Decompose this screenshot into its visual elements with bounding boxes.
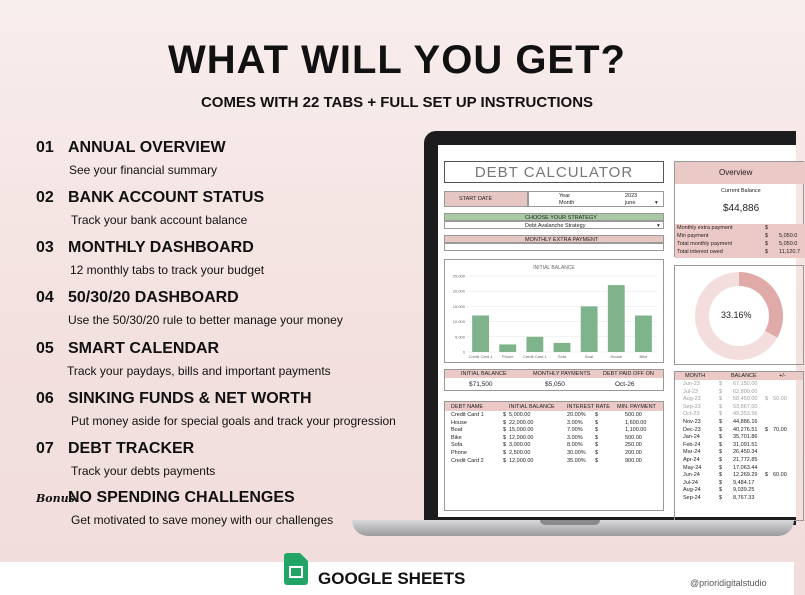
table-cell: 17,063.44 (733, 464, 758, 471)
bonus-desc: Get motivated to save money with our challenges (71, 513, 334, 527)
table-cell: Sep-23 (683, 403, 701, 410)
table-cell: Credit Card 1 (451, 412, 484, 418)
overview-row-value: 11,120.7 (779, 249, 801, 255)
table-cell: 31,091.51 (733, 441, 758, 448)
table-cell: 67,150.00 (733, 381, 758, 387)
bar (526, 337, 543, 352)
table-cell: 49,353.56 (733, 411, 758, 418)
summary-bar (444, 369, 664, 391)
table-cell: Oct-23 (683, 411, 700, 418)
feature-desc: Use the 50/30/20 rule to better manage your money (68, 313, 343, 327)
table-cell: $ (595, 427, 599, 434)
bar-chart-svg (445, 260, 663, 362)
overview-row-value: 5,050.0 (779, 241, 798, 247)
table-cell: $ (503, 412, 507, 418)
table-cell: $ (719, 441, 723, 448)
feature-title: 50/30/20 DASHBOARD (68, 289, 239, 306)
table-cell: $ (719, 495, 723, 501)
table-cell: 40,276.51 (733, 426, 758, 433)
studio-handle: @prioridigitalstudio (690, 578, 767, 588)
x-tick-label: Sofa (557, 354, 567, 359)
feature-title: SINKING FUNDS & NET WORTH (68, 390, 312, 407)
table-cell: 53,867.00 (733, 403, 758, 410)
table-cell: 200.00 (625, 450, 642, 456)
feature-title: MONTHLY DASHBOARD (68, 239, 254, 256)
table-cell: 250.00 (625, 442, 642, 449)
bar (608, 285, 625, 352)
table-cell: 2,500.00 (509, 450, 531, 456)
spreadsheet-screen (438, 145, 801, 517)
feature-item (36, 139, 226, 177)
feature-number: 01 (36, 139, 54, 156)
table-cell: 62,800.00 (733, 388, 758, 395)
table-cell: Jun-24 (683, 472, 700, 479)
table-cell: Phone (451, 450, 467, 456)
table-cell: Sofa (451, 442, 463, 449)
table-cell: 8.00% (567, 442, 583, 449)
table-cell: $ (595, 450, 599, 456)
bar (581, 306, 598, 352)
bar (635, 316, 652, 352)
table-cell: 7.00% (567, 427, 583, 434)
table-cell: House (451, 419, 467, 426)
table-cell: $ (719, 472, 723, 479)
debt-table-header: INTEREST RATE (567, 403, 610, 410)
x-tick-label: Credit Card 1 (522, 354, 547, 359)
strategy-select[interactable] (444, 221, 664, 229)
start-date-label: START DATE (459, 196, 493, 202)
feature-desc: Track your debts payments (71, 464, 216, 478)
table-cell: $ (719, 449, 723, 456)
table-cell: $ (719, 388, 723, 395)
chevron-down-icon: ▾ (657, 222, 660, 229)
table-cell: $ (719, 411, 723, 418)
overview-row-currency: $ (765, 225, 769, 231)
y-tick-label: 25,000 (452, 273, 465, 279)
table-cell: $ (719, 487, 723, 494)
table-row (675, 442, 803, 449)
table-row (675, 472, 803, 479)
month-table-header: MONTH (685, 373, 706, 379)
extra-payment-input[interactable] (444, 243, 664, 251)
donut-percent-label: 33.16% (721, 310, 752, 320)
table-row (675, 419, 803, 426)
table-cell: 12,000.00 (509, 457, 534, 464)
feature-title: SMART CALENDAR (68, 340, 220, 357)
table-row (445, 420, 663, 427)
bonus-tag: Bonus (36, 492, 75, 505)
table-cell: $ (595, 434, 599, 441)
feature-item (36, 390, 396, 428)
table-cell: 70.00 (773, 426, 787, 433)
overview-row-label: Total monthly payment (677, 241, 733, 247)
table-cell: Aug-24 (683, 487, 701, 494)
year-label: Year (559, 193, 571, 199)
start-date-picker[interactable] (528, 191, 664, 207)
page-title: WHAT WILL YOU GET? (168, 38, 626, 82)
table-cell: Jun-23 (683, 381, 700, 387)
feature-number: 06 (36, 390, 54, 407)
feature-item (36, 340, 331, 378)
chart-title: INITIAL BALANCE (533, 265, 575, 271)
summary-value: $71,500 (469, 381, 493, 388)
table-row (675, 396, 803, 403)
x-tick-label: Bike (639, 354, 648, 359)
table-cell: $ (503, 427, 507, 434)
table-row (675, 457, 803, 464)
table-cell: Mar-24 (683, 449, 701, 456)
overview-panel (674, 161, 804, 257)
table-cell: 1,100.00 (625, 427, 647, 434)
table-cell: $ (503, 450, 507, 456)
table-cell: $ (765, 396, 769, 403)
table-cell: 35,701.86 (733, 434, 758, 441)
feature-number: 05 (36, 340, 54, 357)
summary-header: DEBT PAID OFF ON (603, 371, 654, 377)
overview-row-currency: $ (765, 233, 769, 239)
table-cell: Dec-23 (683, 426, 701, 433)
feature-number: 04 (36, 289, 54, 306)
table-cell: $ (719, 426, 723, 433)
feature-item (36, 189, 264, 227)
table-cell: 22,000.00 (509, 419, 534, 426)
overview-row-label: Total interest owed (677, 249, 723, 255)
feature-item (36, 289, 343, 327)
table-cell: 60.00 (773, 472, 787, 479)
table-row (675, 411, 803, 418)
table-cell: Sep-24 (683, 495, 701, 501)
strategy-label: CHOOSE YOUR STRATEGY (525, 214, 597, 221)
feature-number: 03 (36, 239, 54, 256)
extra-payment-header (444, 235, 664, 243)
overview-row-value: 5,050.0 (779, 233, 798, 239)
table-cell: 12,000.00 (509, 434, 534, 441)
summary-value: $5,050 (545, 381, 565, 388)
table-cell: $ (595, 442, 599, 449)
month-table-header: BALANCE (731, 373, 757, 379)
table-cell: $ (595, 457, 599, 464)
table-row (675, 480, 803, 487)
table-cell: 44,886.16 (733, 419, 758, 425)
x-tick-label: Credit Card 1 (468, 354, 493, 359)
table-row (445, 450, 663, 457)
table-cell: $ (503, 434, 507, 441)
y-tick-label: 20,000 (452, 288, 465, 294)
feature-item (36, 440, 215, 478)
current-balance-label: Current Balance (721, 188, 761, 194)
page-subtitle: COMES WITH 22 TABS + FULL SET UP INSTRUCTIONS (200, 94, 594, 111)
table-row (445, 442, 663, 449)
x-tick-label: House (610, 354, 623, 359)
table-cell: 3.00% (567, 419, 583, 426)
feature-title: DEBT TRACKER (68, 440, 195, 457)
table-cell: $ (719, 464, 723, 471)
feature-number: 07 (36, 440, 54, 457)
table-cell: $ (503, 442, 507, 449)
table-cell: 3.00% (567, 434, 583, 441)
table-cell: $ (719, 403, 723, 410)
bonus-item (36, 489, 333, 527)
table-cell: $ (503, 457, 507, 464)
bonus-title: NO SPENDING CHALLENGES (68, 489, 295, 506)
table-cell: 500.00 (625, 434, 642, 441)
table-cell: $ (765, 472, 769, 479)
table-cell: Aug-23 (683, 396, 701, 403)
table-cell: Nov-23 (683, 419, 701, 425)
table-cell: Jul-23 (683, 388, 698, 395)
debt-table-header: DEBT NAME (451, 403, 483, 410)
table-cell: 15,000.00 (509, 427, 534, 434)
y-tick-label: 15,000 (452, 303, 465, 309)
table-cell: May-24 (683, 464, 702, 471)
table-cell: $ (719, 434, 723, 441)
summary-header: MONTHLY PAYMENTS (533, 371, 591, 377)
month-label: Month (559, 200, 575, 206)
table-cell: 500.00 (625, 412, 642, 418)
table-cell: 21,772.85 (733, 457, 758, 463)
table-cell: $ (719, 396, 723, 403)
overview-row-currency: $ (765, 249, 769, 255)
feature-number: 02 (36, 189, 54, 206)
table-row (675, 427, 803, 434)
chevron-down-icon: ▾ (655, 200, 658, 206)
table-cell: 5,000.00 (509, 412, 531, 418)
table-row (675, 434, 803, 441)
table-cell: $ (765, 426, 769, 433)
month-table-header: +/- (779, 373, 786, 379)
feature-desc: Track your paydays, bills and important payments (67, 364, 331, 378)
table-cell: 50.00 (773, 396, 787, 403)
table-row (445, 427, 663, 434)
table-cell: 900.00 (625, 457, 642, 464)
debt-table-header: INITIAL BALANCE (509, 403, 555, 410)
table-cell: Jan-24 (683, 434, 700, 441)
summary-header: INITIAL BALANCE (461, 371, 507, 377)
month-value: june (625, 200, 636, 206)
table-cell: 30.00% (567, 450, 586, 456)
current-balance-value: $44,886 (723, 203, 760, 214)
table-cell: $ (719, 381, 723, 387)
table-cell: 9,484.17 (733, 479, 755, 486)
table-cell: Boat (451, 427, 463, 434)
laptop-notch (540, 520, 600, 525)
table-cell: Apr-24 (683, 457, 700, 463)
sheet-title: DEBT CALCULATOR (444, 161, 664, 183)
month-table (674, 371, 804, 521)
table-row (675, 487, 803, 494)
bar (472, 316, 489, 352)
table-cell: 58,450.00 (733, 396, 758, 403)
bar (554, 343, 571, 352)
strategy-header (444, 213, 664, 221)
y-tick-label: 5,000 (454, 334, 465, 340)
table-cell: 26,450.34 (733, 449, 758, 456)
debt-table-header: MIN. PAYMENT (617, 403, 656, 410)
table-row (675, 449, 803, 456)
table-cell: $ (719, 419, 723, 425)
table-row (445, 412, 663, 419)
table-cell: Feb-24 (683, 441, 701, 448)
table-cell: $ (595, 419, 599, 426)
table-cell: 35.00% (567, 457, 586, 464)
table-cell: $ (503, 419, 507, 426)
overview-row-currency: $ (765, 241, 769, 247)
year-value: 2023 (625, 193, 638, 199)
feature-title: ANNUAL OVERVIEW (68, 139, 226, 156)
feature-desc: Track your bank account balance (71, 213, 248, 227)
donut-panel (674, 265, 804, 365)
table-row (445, 458, 663, 465)
table-cell: $ (719, 457, 723, 463)
bar (499, 344, 516, 352)
google-sheets-label: GOOGLE SHEETS (318, 569, 466, 588)
extra-payment-label: MONTHLY EXTRA PAYMENT (525, 236, 599, 243)
feature-desc: Put money aside for special goals and track your progression (71, 414, 396, 428)
table-cell: Credit Card 2 (451, 457, 484, 464)
table-row (675, 404, 803, 411)
table-row (675, 465, 803, 472)
table-cell: 3,000.00 (509, 442, 531, 449)
overview-row-label: Min payment (677, 233, 709, 239)
y-tick-label: 10,000 (452, 319, 465, 325)
start-date-label-cell (444, 191, 528, 207)
laptop-frame (424, 131, 801, 525)
table-cell: 9,039.25 (733, 487, 755, 494)
x-tick-label: Phone (501, 354, 514, 359)
table-cell: 12,269.29 (733, 472, 758, 479)
feature-title: BANK ACCOUNT STATUS (68, 189, 265, 206)
table-row (445, 435, 663, 442)
table-cell: 1,600.00 (625, 419, 647, 426)
google-sheets-icon (284, 553, 308, 585)
table-row (675, 381, 803, 388)
y-tick-label: 0 (462, 349, 465, 355)
overview-row-label: Monthly extra payment (677, 225, 733, 231)
feature-desc: See your financial summary (69, 163, 218, 177)
table-cell: Jul-24 (683, 479, 698, 486)
table-cell: Bike (451, 434, 462, 441)
table-cell: 8,767.33 (733, 495, 755, 501)
overview-title: Overview (719, 168, 753, 177)
table-row (675, 389, 803, 396)
feature-desc: 12 monthly tabs to track your budget (70, 263, 265, 277)
table-row (675, 495, 803, 502)
table-cell: 20.00% (567, 412, 586, 418)
table-cell: $ (595, 412, 599, 418)
initial-balance-chart (444, 259, 664, 363)
strategy-value: Debt Avalanche Strategy (525, 222, 586, 229)
debt-table (444, 401, 664, 511)
summary-value: Oct-26 (615, 381, 635, 388)
feature-item (36, 239, 264, 277)
x-tick-label: Boat (585, 354, 594, 359)
table-cell: $ (719, 479, 723, 486)
